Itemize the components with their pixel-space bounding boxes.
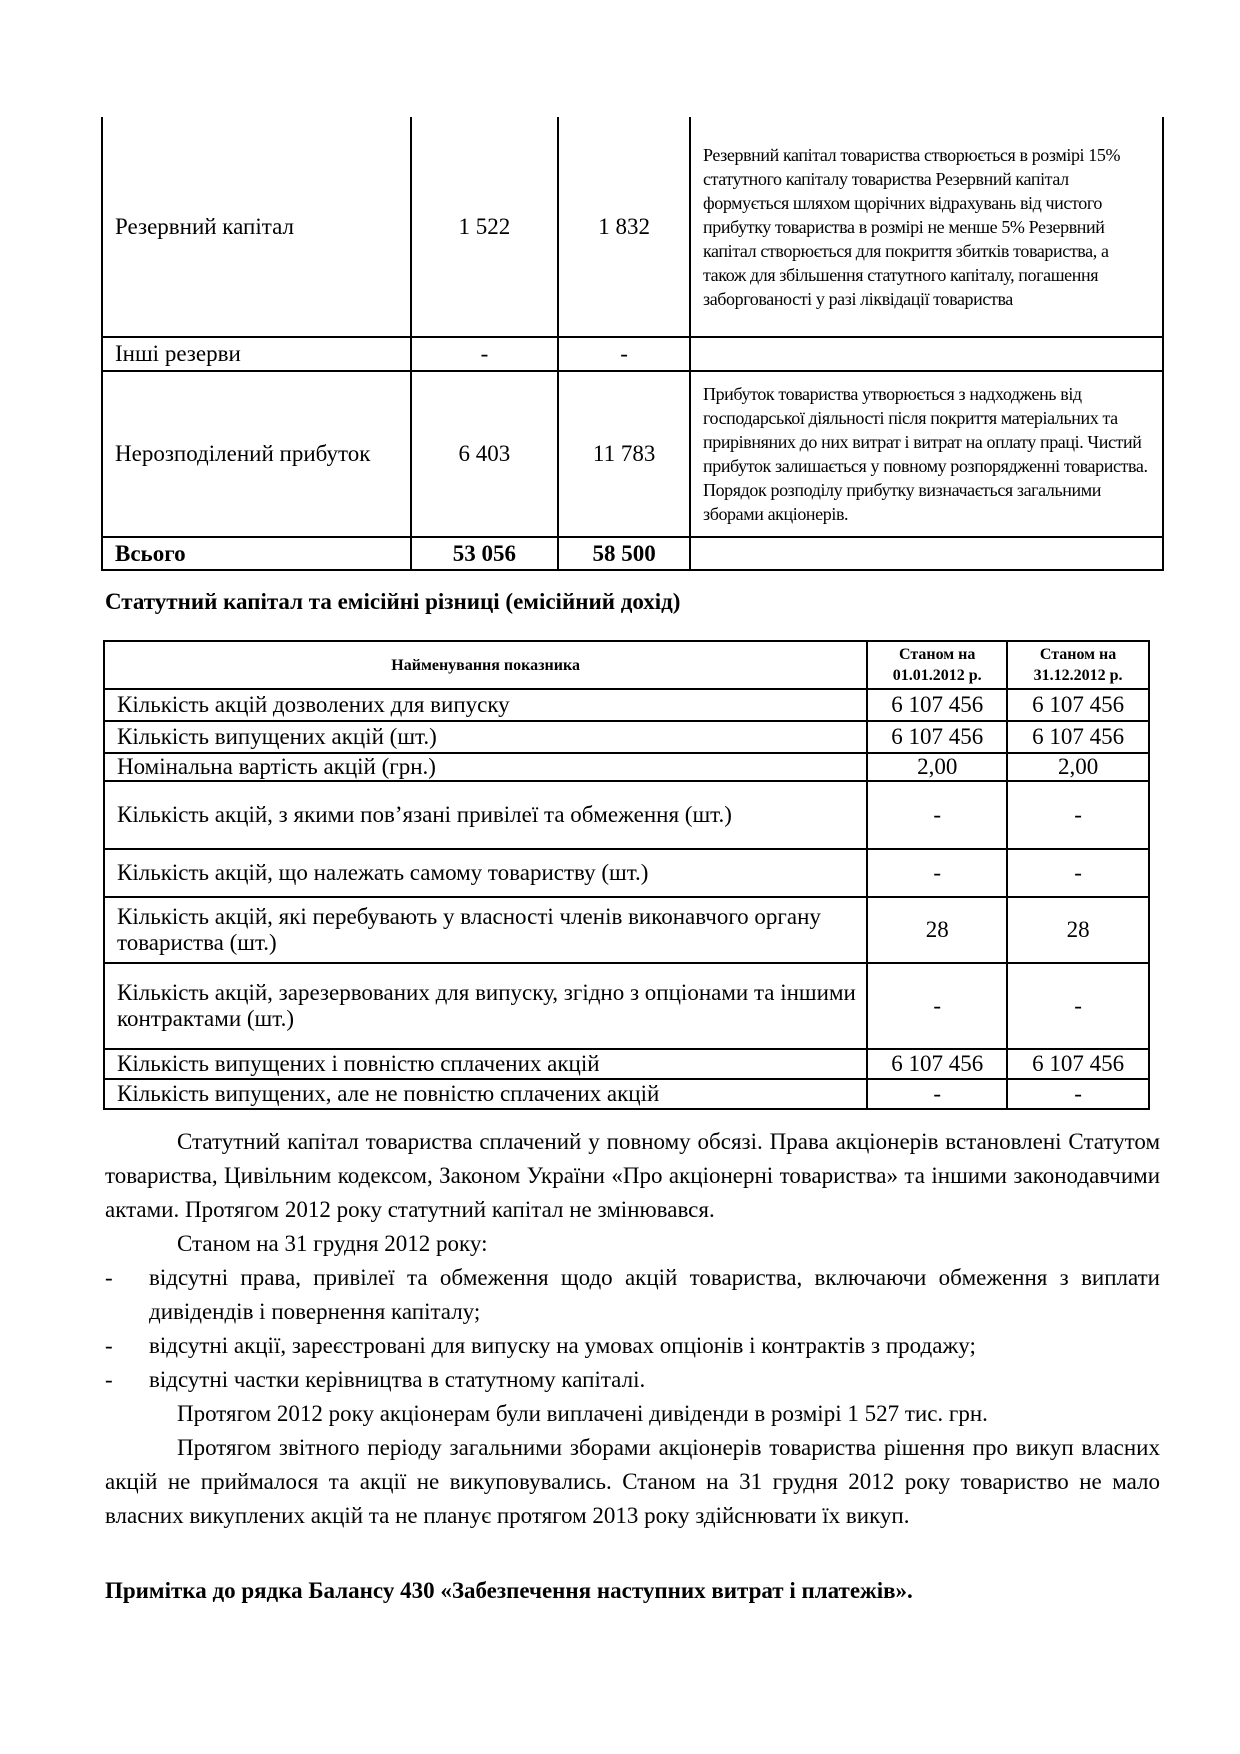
table-row [102,371,1163,537]
value-2012: - [558,337,690,371]
total-2011: 53 056 [411,537,559,570]
paragraph-buyback: Протягом звітного періоду загальними зборами акціонерів товариства рішення про викуп власних акцій не приймалося та акції не викуповувались. Станом на 31 грудня 2012 року товариство не мало власних викуплених акцій та не планує протягом 2013 року здійснювати їх викуп. [105,1435,1160,1528]
table-row [104,1049,1149,1079]
row-name: Кількість акцій дозволених для випуску [104,689,867,721]
table-row [104,781,1149,849]
paragraph-dividends: Протягом 2012 року акціонерам були виплачені дивіденди в розмірі 1 527 тис. грн. [177,1401,988,1426]
row-note: Прибуток товариства утворюється з надходжень від господарської діяльності після покриття матеріальних та прирівняних до них витрат і витрат на оплату праці. Чистий прибуток залишається у повному розпорядженні товариства. Порядок розподілу прибутку визначається загальними зборами акціонерів. [690,371,1163,537]
row-note: Резервний капітал товариства створюється в розмірі 15% статутного капіталу товариства Резервний капітал формується шляхом щорічних відрахувань від чистого прибутку товариства в розмірі не менше 5% Резервний капітал створюється для покриття збитків товариства, а також для збільшення статутного капіталу, погашення заборгованості у разі ліквідації товариства [690,117,1163,337]
table-row [104,849,1149,897]
table-row [104,753,1149,781]
footer-heading: Примітка до рядка Балансу 430 «Забезпечення наступних витрат і платежів». [105,1578,913,1603]
table-row [104,721,1149,753]
value-start: - [867,963,1007,1049]
total-row [102,537,1163,570]
table-row [104,1079,1149,1109]
value-end: - [1007,963,1149,1049]
table-header-row [104,641,1149,689]
value-end: 2,00 [1007,753,1149,781]
value-end: 6 107 456 [1007,689,1149,721]
value-2012: 1 832 [558,117,690,337]
bullet-item [105,1261,1160,1329]
value-start: 2,00 [867,753,1007,781]
bullet-text: відсутні частки керівництва в статутному капіталі. [149,1367,646,1392]
value-end: - [1007,781,1149,849]
total-note [690,537,1163,570]
row-name: Кількість випущених і повністю сплачених акцій [104,1049,867,1079]
value-start: 6 107 456 [867,721,1007,753]
bullet-text: відсутні права, привілеї та обмеження щодо акцій товариства, включаючи обмеження з виплати дивідендів і повернення капіталу; [149,1265,1160,1324]
value-2011: - [411,337,559,371]
row-name: Резервний капітал [102,117,411,337]
bullet-text: відсутні акції, зареєстровані для випуску на умовах опціонів і контрактів з продажу; [149,1333,976,1358]
value-start: 28 [867,897,1007,963]
value-start: 6 107 456 [867,689,1007,721]
value-start: - [867,849,1007,897]
row-name: Нерозподілений прибуток [102,371,411,537]
value-2011: 1 522 [411,117,559,337]
row-name: Кількість випущених, але не повністю сплачених акцій [104,1079,867,1109]
table-row [102,337,1163,371]
value-end: 6 107 456 [1007,1049,1149,1079]
value-end: 6 107 456 [1007,721,1149,753]
table-row [104,689,1149,721]
value-2011: 6 403 [411,371,559,537]
table-row [102,117,1163,337]
value-2012: 11 783 [558,371,690,537]
value-end: 28 [1007,897,1149,963]
header-end-date: Станом на 31.12.2012 р. [1007,641,1149,689]
total-2012: 58 500 [558,537,690,570]
bullet-mark: - [105,1265,113,1290]
header-start-date: Станом на 01.01.2012 р. [867,641,1007,689]
row-name: Кількість випущених акцій (шт.) [104,721,867,753]
bullet-item [105,1329,1160,1363]
shares-table [103,640,1150,1110]
bullet-mark: - [105,1333,113,1358]
value-start: - [867,1079,1007,1109]
row-name: Кількість акцій, з якими пов’язані привілеї та обмеження (шт.) [104,781,867,849]
table-row [104,963,1149,1049]
value-end: - [1007,849,1149,897]
bullet-mark: - [105,1367,113,1392]
bullet-item [105,1363,1160,1397]
row-name: Кількість акцій, які перебувають у власності членів виконавчого органу товариства (шт.) [104,897,867,963]
paragraph-as-of-date: Станом на 31 грудня 2012 року: [177,1231,488,1256]
row-name: Номінальна вартість акцій (грн.) [104,753,867,781]
row-name: Кількість акцій, зарезервованих для випуску, згідно з опціонами та іншими контрактами (шт.) [104,963,867,1049]
row-note [690,337,1163,371]
paragraph-charter-capital: Статутний капітал товариства сплачений у повному обсязі. Права акціонерів встановлені Статутом товариства, Цивільним кодексом, Законом України «Про акціонерні товариства» та іншими законодавчими актами. Протягом 2012 року статутний капітал не змінювався. [105,1129,1160,1222]
value-start: 6 107 456 [867,1049,1007,1079]
row-name: Кількість акцій, що належать самому товариству (шт.) [104,849,867,897]
reserve-capital-table [101,117,1164,571]
total-label: Всього [102,537,411,570]
section-heading: Статутний капітал та емісійні різниці (емісійний дохід) [105,589,681,614]
row-name: Інші резерви [102,337,411,371]
value-start: - [867,781,1007,849]
header-indicator-name: Найменування показника [104,641,867,689]
table-row [104,897,1149,963]
value-end: - [1007,1079,1149,1109]
